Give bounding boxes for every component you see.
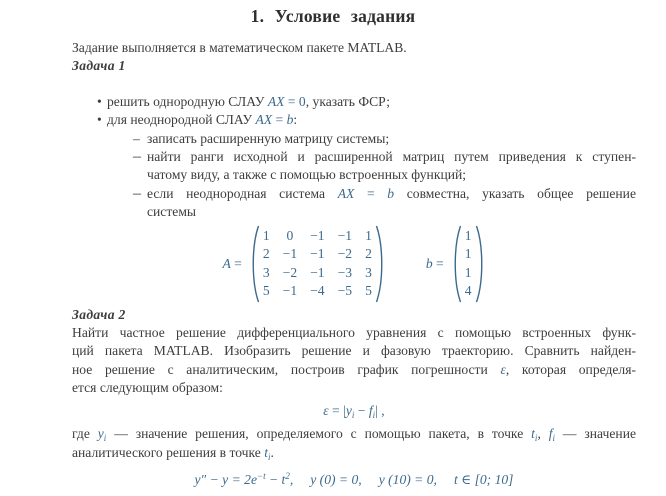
item-text: решить однородную СЛАУ: [107, 93, 268, 109]
page-title: 1. Условие задания: [250, 6, 416, 26]
matrix-cell: 0: [286, 227, 294, 243]
matrix-cell: −2: [282, 264, 298, 280]
matrix-equation-block: [72, 224, 636, 304]
matrix-cell: 2: [262, 246, 270, 262]
math-expr: AX: [337, 185, 355, 201]
task1-list: [72, 93, 636, 222]
intro-text: Задание выполняется в математическом пакете MATLAB.: [72, 40, 407, 55]
body-text: аналитического решения в точке: [72, 444, 265, 460]
sublist-item: [72, 185, 636, 222]
item-text: , указать ФСР;: [305, 93, 390, 109]
task2-heading: Задача 2: [72, 306, 126, 322]
matrix-cell: −5: [337, 283, 353, 299]
matrix-cell: 5: [262, 283, 270, 299]
paren-right-icon: [375, 224, 386, 304]
math-expr: AX: [267, 93, 285, 109]
math-rhs: b: [387, 185, 395, 201]
epsilon-formula: $\varepsilon = |y_i - f_i|$ ,: [323, 402, 385, 420]
math-var: t: [531, 426, 535, 442]
matrix-cell: −1: [282, 283, 298, 299]
paragraph-line: Найти частное решение дифференциального уравнения с помощью встроенных функ-: [72, 325, 636, 341]
math-sub: i: [534, 433, 538, 444]
math-rel: =: [272, 112, 287, 128]
math-var: y: [97, 426, 104, 442]
matrix-a-label: A =: [222, 255, 242, 271]
vector-cell: 4: [464, 283, 472, 299]
matrix-cell: 2: [365, 246, 372, 262]
matrix-cell: −3: [337, 264, 353, 280]
math-rhs: 0: [298, 93, 306, 109]
body-text: — значение решения, определяемого с помощью пакета, в точке: [106, 426, 532, 442]
content-block: [72, 39, 636, 489]
body-text: — значение: [555, 426, 637, 442]
matrix-cell: −4: [310, 283, 325, 299]
vector-cell: 1: [464, 246, 472, 262]
paragraph-text: , которая определя-: [505, 361, 636, 377]
dash-icon: –: [133, 148, 141, 166]
dash-icon: –: [133, 184, 141, 202]
where-clause-line: [72, 444, 636, 462]
matrix-cell: 3: [262, 264, 270, 280]
item-text: записать расширенную матрицу системы;: [147, 130, 390, 146]
item-text: :: [293, 112, 298, 128]
paragraph-line: ций пакета MATLAB. Изобразить решение и фазовую траекторию. Сравнить найден-: [72, 343, 636, 359]
item-text-line: чатому виду, а также с помощью встроенных функций;: [147, 167, 467, 183]
body-text: ,: [537, 426, 549, 442]
matrix-cell: 5: [365, 283, 372, 299]
sublist-item: [72, 148, 636, 185]
paragraph-text: ное решение с аналитическим, построив график погрешности: [72, 361, 501, 377]
matrix-cell: −1: [337, 227, 353, 243]
math-expr: AX: [255, 112, 273, 128]
list-item: [72, 93, 636, 111]
matrix-cell: −1: [310, 227, 325, 243]
paren-right-icon: [475, 224, 486, 304]
math-sub: i: [268, 451, 271, 462]
item-text-line: системы: [147, 204, 197, 220]
list-item: [72, 111, 636, 129]
vector-b-group: [426, 224, 486, 304]
vector-b-label: b =: [425, 255, 444, 271]
math-rhs: b: [286, 112, 294, 128]
item-text-line: найти ранги исходной и расширенной матриц путем приведения к ступен-: [147, 149, 636, 165]
item-text: для неоднородной СЛАУ: [107, 112, 256, 128]
item-text: совместна, указать общее решение: [394, 185, 636, 201]
vector-b: [465, 227, 472, 301]
body-text: где: [72, 426, 98, 442]
vector-cell: 1: [464, 227, 472, 243]
math-var: t: [264, 444, 268, 460]
task1-heading: Задача 1: [72, 58, 126, 74]
sublist-item: [72, 130, 636, 148]
paragraph-line: ется следующим образом:: [72, 380, 223, 396]
ode-formula: $y'' - y = 2e^{-t} - t^2$, y (0) = 0, y (10) = 0, t ∈ [0; 10]: [194, 470, 514, 487]
math-sub: i: [103, 433, 107, 444]
matrix-a-group: [222, 224, 385, 304]
bullet-icon: •: [97, 93, 102, 109]
matrix-cell: −2: [337, 246, 353, 262]
matrix-cell: 1: [262, 227, 270, 243]
math-rel: =: [284, 93, 299, 109]
paragraph-line: [72, 361, 636, 379]
item-text: если неоднородная система: [147, 185, 338, 201]
math-rel: =: [354, 185, 388, 201]
vector-cell: 1: [464, 264, 472, 280]
bullet-icon: •: [97, 112, 102, 128]
matrix-cell: −1: [282, 246, 298, 262]
math-var: f: [548, 426, 553, 442]
matrix-cell: −1: [310, 246, 325, 262]
body-text: .: [270, 444, 274, 460]
matrix-cell: −1: [310, 264, 325, 280]
paren-left-icon: [451, 224, 462, 304]
where-clause-line: [72, 425, 636, 443]
dash-icon: –: [133, 130, 140, 146]
matrix-cell: 1: [365, 227, 372, 243]
matrix-a: [263, 227, 372, 301]
math-sub: i: [552, 433, 556, 444]
matrix-cell: 3: [365, 264, 372, 280]
paren-left-icon: [249, 224, 260, 304]
math-epsilon: ε: [500, 361, 506, 377]
item-text-line: [147, 185, 636, 203]
